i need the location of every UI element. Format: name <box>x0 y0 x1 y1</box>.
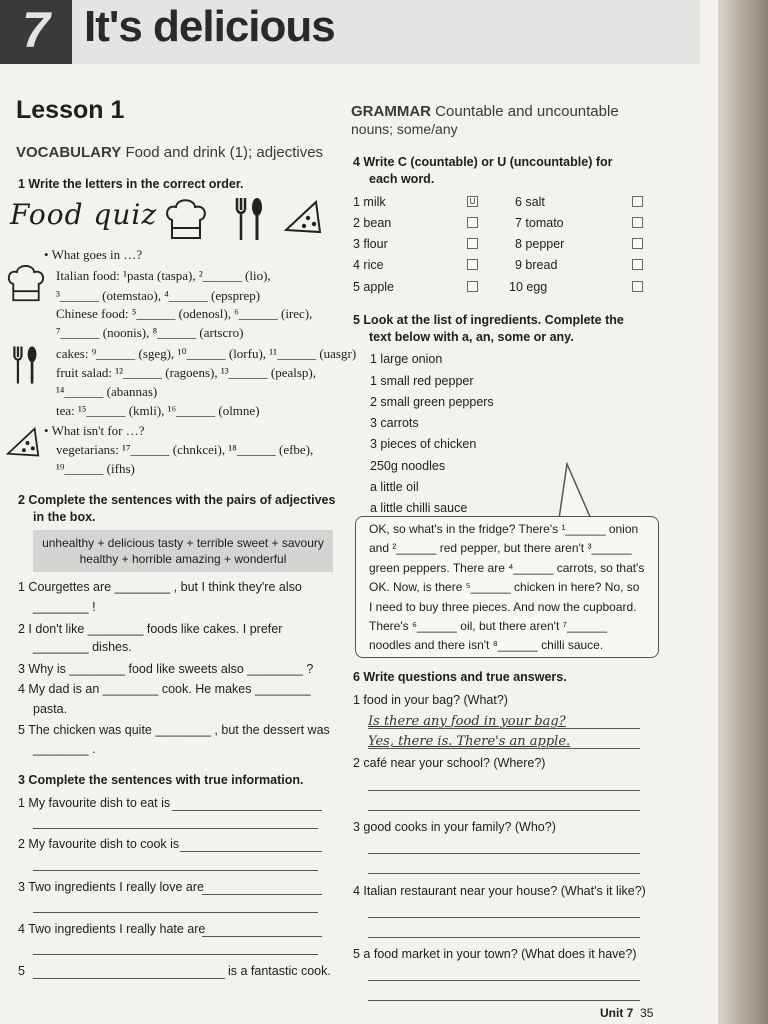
ex4-item: 9 bread <box>515 258 558 272</box>
grammar-heading: GRAMMAR Countable and uncountable <box>351 103 619 120</box>
ex2-line: 5 The chicken was quite ________ , but the dessert was <box>18 723 330 737</box>
pizza-slice-icon <box>284 200 322 236</box>
fork-knife-small-icon <box>10 344 40 386</box>
bubble-line: I need to buy three pieces. And now the cupboard. <box>369 600 637 614</box>
quiz-line: • What goes in …? <box>44 247 143 262</box>
pizza-slice-small-icon <box>6 426 40 460</box>
quiz-line: tea: ¹⁵______ (kmli), ¹⁶______ (olmne) <box>56 403 260 418</box>
answer-checkbox[interactable] <box>632 238 643 249</box>
speech-bubble-tail <box>555 462 595 520</box>
answer-line[interactable] <box>368 980 640 981</box>
answer-line[interactable] <box>368 1000 640 1001</box>
quiz-line: ³______ (otemstao), ⁴______ (epsprep) <box>56 288 261 303</box>
quiz-line: fruit salad: ¹²______ (ragoens), ¹³______ (pealsp), <box>56 365 316 380</box>
ex4-item: 2 bean <box>353 216 392 230</box>
ex4-item: 10 egg <box>509 280 548 294</box>
ex6-item: 5 a food market in your town? (What does it have?) <box>353 947 637 961</box>
ingredient-item: 1 small red pepper <box>370 374 474 388</box>
answer-line[interactable] <box>368 748 640 749</box>
bubble-line: OK, so what's in the fridge? There's ¹______ onion <box>369 522 639 536</box>
ingredient-item: 250g noodles <box>370 459 446 473</box>
ex2-line: ________ dishes. <box>33 640 132 654</box>
ex3-line: 4 Two ingredients I really hate are <box>18 922 206 936</box>
answer-line[interactable] <box>202 936 322 937</box>
bubble-line: OK. Now, is there ⁵______ chicken in here? No, so <box>369 580 640 594</box>
vocabulary-heading: VOCABULARY Food and drink (1); adjectives <box>16 144 324 161</box>
example-question: Is there any food in your bag? <box>368 714 566 729</box>
unit-number-badge: 7 <box>0 0 72 64</box>
bubble-line: There's ⁶______ oil, but there aren't ⁷______ <box>369 619 608 633</box>
answer-checkbox[interactable] <box>467 259 478 270</box>
ex2-instruction-cont: in the box. <box>33 510 96 524</box>
ex4-item: 4 rice <box>353 258 384 272</box>
ingredient-item: 3 pieces of chicken <box>370 437 477 451</box>
book-spine <box>718 0 768 1024</box>
answer-line[interactable] <box>368 810 640 811</box>
bubble-line: and ²______ red pepper, but there aren't ³______ <box>369 541 632 555</box>
ex2-line: 1 Courgettes are ________ , but I think they're also <box>18 580 302 594</box>
ex2-instruction: 2 Complete the sentences with the pairs of adjectives <box>18 493 336 507</box>
answer-line[interactable] <box>33 828 318 829</box>
answer-line[interactable] <box>172 810 322 811</box>
quiz-line: Chinese food: ⁵______ (odenosl), ⁶______ (irec), <box>56 306 313 321</box>
quiz-line: • What isn't for …? <box>44 423 145 438</box>
answer-line[interactable] <box>368 728 640 729</box>
ingredient-item: 3 carrots <box>370 416 419 430</box>
box-line: unhealthy + delicious tasty + terrible sweet + savoury <box>42 536 324 550</box>
ex3-line: 1 My favourite dish to eat is <box>18 796 171 810</box>
ingredient-item: a little chilli sauce <box>370 501 468 515</box>
chef-hat-icon <box>164 196 208 242</box>
ex6-item: 1 food in your bag? (What?) <box>353 693 508 707</box>
ex2-line: ________ ! <box>33 600 96 614</box>
answer-checkbox[interactable] <box>467 281 478 292</box>
ingredient-item: 2 small green peppers <box>370 395 494 409</box>
ingredient-item: 1 large onion <box>370 352 443 366</box>
ex4-item: 6 salt <box>515 195 545 209</box>
answer-checkbox[interactable] <box>467 217 478 228</box>
page-footer: Unit 7 35 <box>600 1006 654 1020</box>
ex3-line: 5 <box>18 964 25 978</box>
answer-checkbox[interactable] <box>632 259 643 270</box>
quiz-line: vegetarians: ¹⁷______ (chnkcei), ¹⁸______ (efbe), <box>56 442 314 457</box>
ex6-instruction: 6 Write questions and true answers. <box>353 670 567 684</box>
ex2-line: pasta. <box>33 702 68 716</box>
answer-checkbox[interactable] <box>467 238 478 249</box>
ex3-instruction: 3 Complete the sentences with true information. <box>18 773 304 787</box>
answer-line[interactable] <box>368 873 640 874</box>
fork-knife-icon <box>232 196 266 242</box>
ex3-line: 3 Two ingredients I really love are <box>18 880 204 894</box>
answer-line[interactable] <box>180 851 322 852</box>
ex5-instruction: 5 Look at the list of ingredients. Complete the <box>353 313 624 327</box>
ingredient-item: a little oil <box>370 480 419 494</box>
answer-line[interactable] <box>33 954 318 955</box>
answer-line[interactable] <box>33 978 225 979</box>
ex4-item: 8 pepper <box>515 237 565 251</box>
speech-bubble <box>355 516 659 658</box>
chef-hat-small-icon <box>6 262 46 304</box>
quiz-line: ⁷______ (noonis), ⁸______ (artscro) <box>56 325 244 340</box>
unit-title: It's delicious <box>84 2 335 51</box>
answer-line[interactable] <box>368 853 640 854</box>
ex3-line-end: is a fantastic cook. <box>228 964 331 978</box>
ex4-item: 7 tomato <box>515 216 564 230</box>
ex4-item: 3 flour <box>353 237 388 251</box>
adjective-pairs-box <box>33 530 333 572</box>
box-line: healthy + horrible amazing + wonderful <box>79 552 287 566</box>
food-quiz-title: Food quiz <box>10 198 158 231</box>
answer-line[interactable] <box>368 937 640 938</box>
bubble-line: noodles and there isn't ⁸______ chilli sauce. <box>369 638 604 652</box>
ex2-line: 2 I don't like ________ foods like cakes. I prefer <box>18 622 283 636</box>
answer-checkbox[interactable]: U <box>467 196 478 207</box>
bubble-line: green peppers. There are ⁴______ carrots, so that's <box>369 561 645 575</box>
ex2-line: 3 Why is ________ food like sweets also ________ ? <box>18 662 314 676</box>
lesson-title: Lesson 1 <box>16 96 125 124</box>
grammar-subheading: nouns; some/any <box>351 121 458 137</box>
ex3-line: 2 My favourite dish to cook is <box>18 837 180 851</box>
quiz-line: ¹⁹______ (ifhs) <box>56 461 135 476</box>
ex6-item: 2 café near your school? (Where?) <box>353 756 546 770</box>
ex1-instruction: 1 Write the letters in the correct order. <box>18 177 244 191</box>
answer-line[interactable] <box>368 917 640 918</box>
ex6-item: 3 good cooks in your family? (Who?) <box>353 820 556 834</box>
ex2-line: ________ . <box>33 742 96 756</box>
ex5-instruction-cont: text below with a, an, some or any. <box>369 330 574 344</box>
answer-line[interactable] <box>33 870 318 871</box>
quiz-line: cakes: ⁹______ (sgeg), ¹⁰______ (lorfu), ¹¹______ (uasgr) <box>56 346 357 361</box>
quiz-line: ¹⁴______ (abannas) <box>56 384 158 399</box>
quiz-line: Italian food: ¹pasta (taspa), ²______ (lio), <box>56 268 271 283</box>
ex2-line: 4 My dad is an ________ cook. He makes ________ <box>18 682 311 696</box>
answer-line[interactable] <box>33 912 318 913</box>
ex4-instruction-cont: each word. <box>369 172 435 186</box>
ex4-item: 5 apple <box>353 280 395 294</box>
ex6-item: 4 Italian restaurant near your house? (What's it like?) <box>353 884 646 898</box>
answer-line[interactable] <box>202 894 322 895</box>
ex4-instruction: 4 Write C (countable) or U (uncountable) for <box>353 155 613 169</box>
answer-checkbox[interactable] <box>632 281 643 292</box>
answer-checkbox[interactable] <box>632 196 643 207</box>
answer-line[interactable] <box>368 790 640 791</box>
example-answer: Yes, there is. There's an apple. <box>368 734 571 749</box>
answer-checkbox[interactable] <box>632 217 643 228</box>
ex4-item: 1 milk <box>353 195 386 209</box>
